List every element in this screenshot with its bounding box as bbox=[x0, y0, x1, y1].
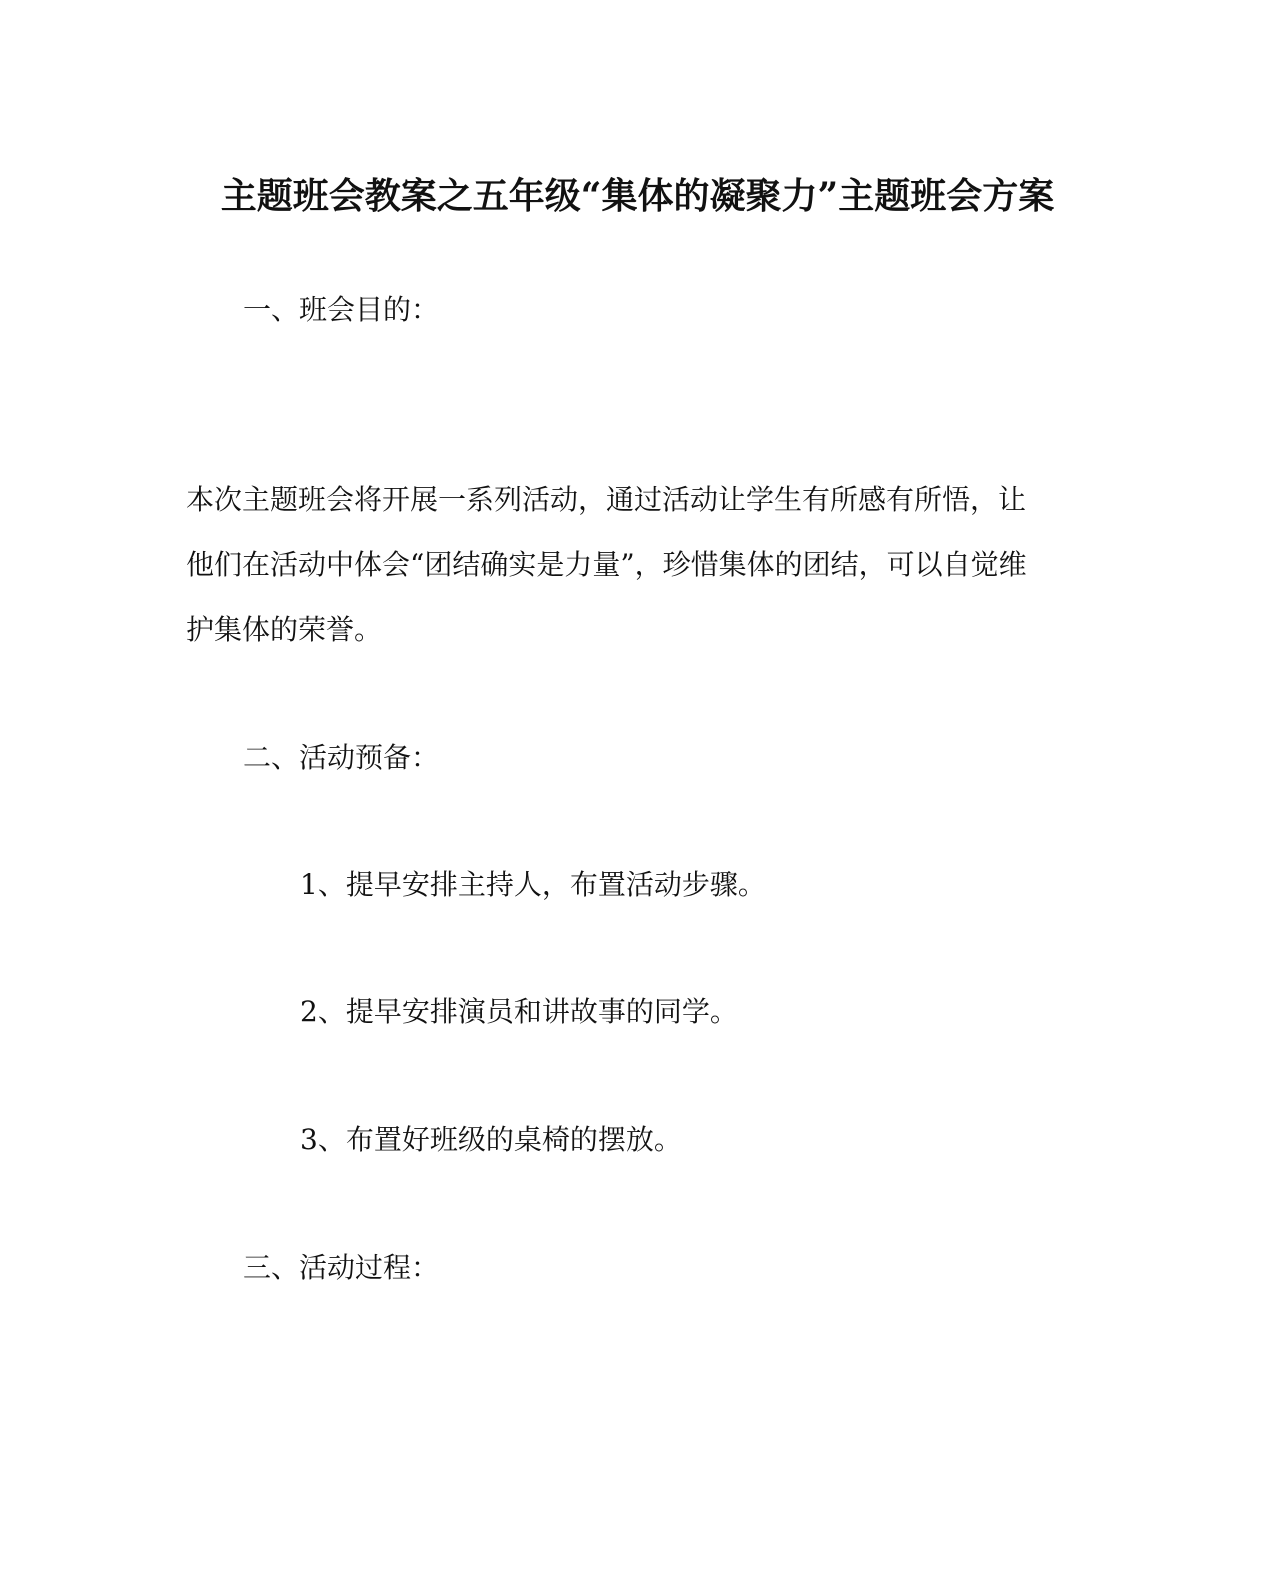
section-heading-preparation: 二、活动预备： bbox=[243, 741, 440, 774]
section-heading-purpose: 一、班会目的： bbox=[243, 293, 440, 326]
document-title: 主题班会教案之五年级“集体的凝聚力”主题班会方案 bbox=[220, 175, 1055, 217]
list-item-2: 2、提早安排演员和讲故事的同学。 bbox=[300, 995, 738, 1028]
list-item-3: 3、布置好班级的桌椅的摆放。 bbox=[300, 1123, 682, 1156]
list-item-1: 1、提早安排主持人，布置活动步骤。 bbox=[300, 868, 766, 901]
paragraph-line-1: 本次主题班会将开展一系列活动，通过活动让学生有所感有所悟，让 bbox=[186, 483, 1027, 516]
paragraph-line-3: 护集体的荣誉。 bbox=[186, 613, 383, 646]
paragraph-line-2: 他们在活动中体会“团结确实是力量”，珍惜集体的团结，可以自觉维 bbox=[186, 548, 1027, 581]
section-heading-process: 三、活动过程： bbox=[243, 1251, 440, 1284]
